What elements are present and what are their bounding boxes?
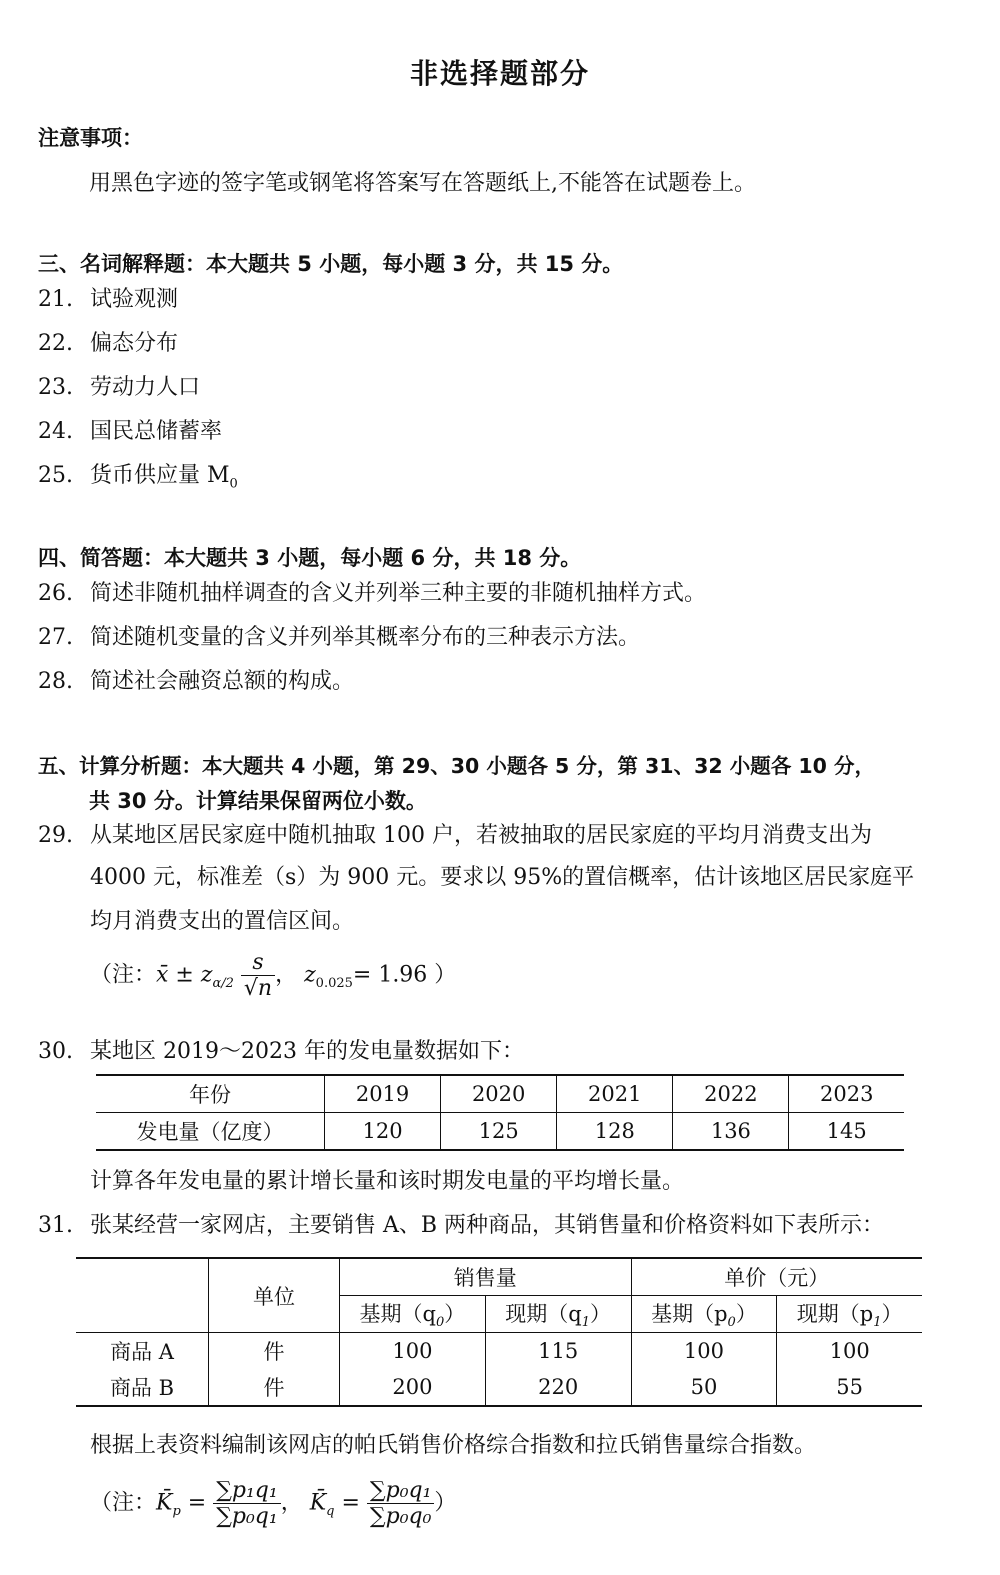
page-title: 非选择题部分 [409,57,590,90]
fraction: $\frac{\text{∑p₀q₁}}{\text{∑p₀q₀}}$ [367,1478,435,1529]
question-21: 21. 试验观测 [38,287,179,312]
notice-label: 注意事项： [38,126,143,150]
table-cell: 2023 [789,1075,904,1113]
section5-heading-line2: 共 30 分。计算结果保留两位小数。 [89,789,427,813]
table-cell: 100 [631,1333,777,1370]
fraction: $\frac{s}{√n}$ [241,950,275,1001]
table-header-unit: 单位 [209,1258,340,1333]
table-cell: 2020 [441,1075,557,1113]
question-27: 27. 简述随机变量的含义并列举其概率分布的三种表示方法。 [38,625,641,650]
question-31-note: （注：$K̄_p$ = $\frac{\text{∑p₁q₁}}{\text{∑p₀q₁}}$ ， $K̄_q$ = $\frac{\text{∑p₀q₁}}{\text{∑p₀q₀}}$ ） [90,1478,457,1529]
question-31: 31. 张某经营一家网店，主要销售 A、B 两种商品，其销售量和价格资料如下表所示： [38,1213,885,1238]
table-row-name: 商品 B [76,1369,209,1406]
table-cell: 100 [829,1339,870,1363]
question-31-task: 根据上表资料编制该网店的帕氏销售价格综合指数和拉氏销售量综合指数。 [90,1433,817,1458]
power-generation-table [96,1074,904,1151]
fraction: $\frac{\text{∑p₁q₁}}{\text{∑p₀q₁}}$ [213,1478,281,1529]
table-header-price: 单价（元） [631,1258,922,1296]
table-cell: 115 [485,1333,631,1370]
table-cell: 125 [441,1113,557,1151]
table-cell: 200 [340,1369,486,1406]
question-28: 28. 简述社会融资总额的构成。 [38,669,355,694]
table-cell: 120 [325,1113,441,1151]
question-29-line2: 4000 元，标准差（s）为 900 元。要求以 95%的置信概率，估计该地区居民家庭平 [90,865,915,890]
table-cell: 2022 [673,1075,789,1113]
table-cell: 件 [209,1369,340,1406]
section5-heading-line1: 五、计算分析题：本大题共 4 小题，第 29、30 小题各 5 分，第 31、32 小题各 10 分， [38,754,876,778]
table-header-sales: 销售量 [340,1258,632,1296]
table-cell: 136 [673,1113,789,1151]
question-30-task: 计算各年发电量的累计增长量和该时期发电量的平均增长量。 [90,1169,685,1194]
table-cell: 55 [836,1375,864,1399]
table-corner [76,1258,209,1333]
table-cell: 220 [485,1369,631,1406]
section4-heading: 四、简答题：本大题共 3 小题，每小题 6 分，共 18 分。 [38,546,582,570]
question-22: 22. 偏态分布 [38,331,179,356]
question-26: 26. 简述非随机抽样调查的含义并列举三种主要的非随机抽样方式。 [38,581,707,606]
question-23: 23. 劳动力人口 [38,375,201,400]
table-subheader-q1: 现期$(q_1)$ [485,1296,631,1333]
table-subheader-p0: 基期$(p_0)$ [631,1296,777,1333]
table-cell: 145 [826,1119,867,1143]
table-subheader-p1: 现期$(p_1)$ [777,1296,922,1333]
table-cell: 件 [209,1333,340,1370]
table-row-name: 商品 A [76,1333,209,1370]
section3-heading: 三、名词解释题：本大题共 5 小题，每小题 3 分，共 15 分。 [38,252,624,276]
question-29-note: （注：x̄ ± $z_{\alpha/2}$ $\frac{s}{√n}$ ， $z_{0.025}= 1.96$ ） [90,950,457,1001]
table-cell: 128 [557,1113,673,1151]
question-30: 30. 某地区 2019～2023 年的发电量数据如下： [38,1039,524,1064]
table-header-generation: 发电量（亿度） [96,1113,325,1151]
table-cell: 100 [340,1333,486,1370]
shop-sales-table [76,1257,922,1407]
table-header-year: 年份 [96,1075,325,1113]
question-24: 24. 国民总储蓄率 [38,419,223,444]
table-subheader-q0: 基期$(q_0)$ [340,1296,486,1333]
table-cell: 50 [631,1369,777,1406]
table-cell: 2021 [557,1075,673,1113]
table-cell: 2019 [325,1075,441,1113]
question-29-line3: 均月消费支出的置信区间。 [90,909,355,934]
question-25: 25. 货币供应量 $M_0$ [38,463,238,492]
notice-text: 用黑色字迹的签字笔或钢笔将答案写在答题纸上,不能答在试题卷上。 [89,171,756,196]
question-29-line1: 29. 从某地区居民家庭中随机抽取 100 户，若被抽取的居民家庭的平均月消费支出为 [38,823,872,848]
